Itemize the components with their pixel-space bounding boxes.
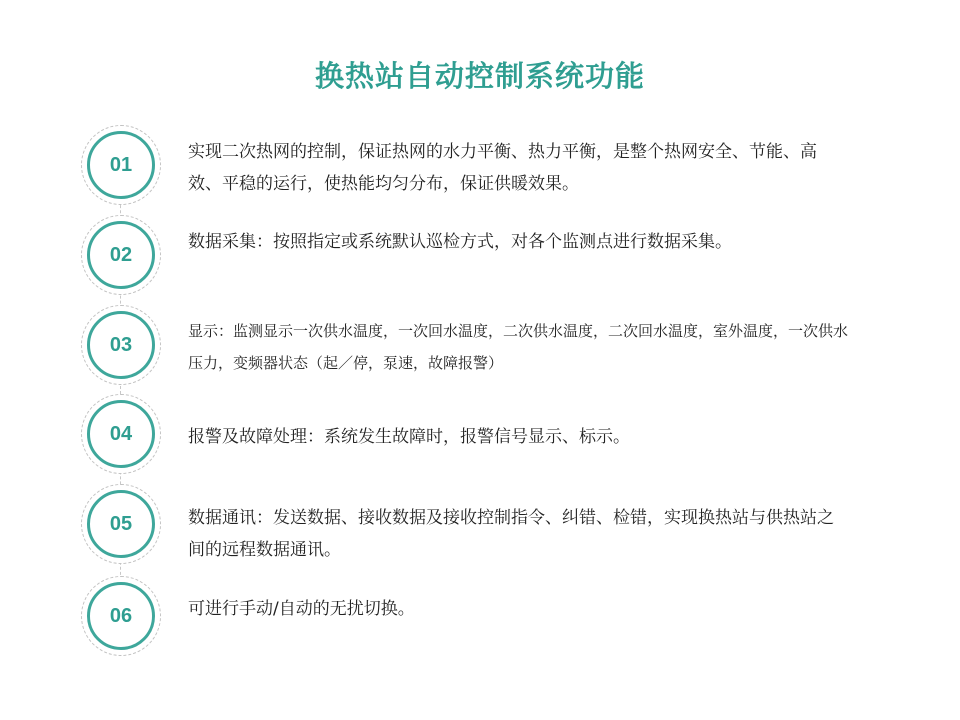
number-badge-label: 02 <box>87 221 155 289</box>
item-description: 数据采集：按照指定或系统默认巡检方式，对各个监测点进行数据采集。 <box>188 232 732 252</box>
item-description: 数据通讯：发送数据、接收数据及接收控制指令、纠错、检错，实现换热站与供热站之间的远程数据通讯。 <box>188 508 834 560</box>
list-item-05 <box>0 484 960 574</box>
number-badge <box>81 394 161 474</box>
number-badge <box>81 215 161 295</box>
number-badge <box>81 125 161 205</box>
number-badge <box>81 484 161 564</box>
item-description: 报警及故障处理：系统发生故障时，报警信号显示、标示。 <box>188 427 630 447</box>
page-title: 换热站自动控制系统功能 <box>314 59 645 93</box>
number-badge <box>81 576 161 656</box>
item-description: 可进行手动/自动的无扰切换。 <box>188 599 415 619</box>
number-badge-label: 05 <box>87 490 155 558</box>
number-badge-label: 03 <box>87 311 155 379</box>
item-description: 显示：监测显示一次供水温度，一次回水温度，二次供水温度，二次回水温度，室外温度，一次供水压力，变频器状态（起／停，泵速，故障报警） <box>188 322 849 372</box>
list-item-02 <box>0 215 960 305</box>
number-badge <box>81 305 161 385</box>
item-description: 实现二次热网的控制，保证热网的水力平衡、热力平衡，是整个热网安全、节能、高效、平稳的运行，使热能均匀分布，保证供暖效果。 <box>188 142 817 194</box>
list-item-01 <box>0 125 960 215</box>
number-badge-label: 06 <box>87 582 155 650</box>
number-badge-label: 01 <box>87 131 155 199</box>
number-badge-label: 04 <box>87 400 155 468</box>
list-item-03 <box>0 305 960 395</box>
list-item-04 <box>0 394 960 484</box>
list-item-06 <box>0 576 960 666</box>
